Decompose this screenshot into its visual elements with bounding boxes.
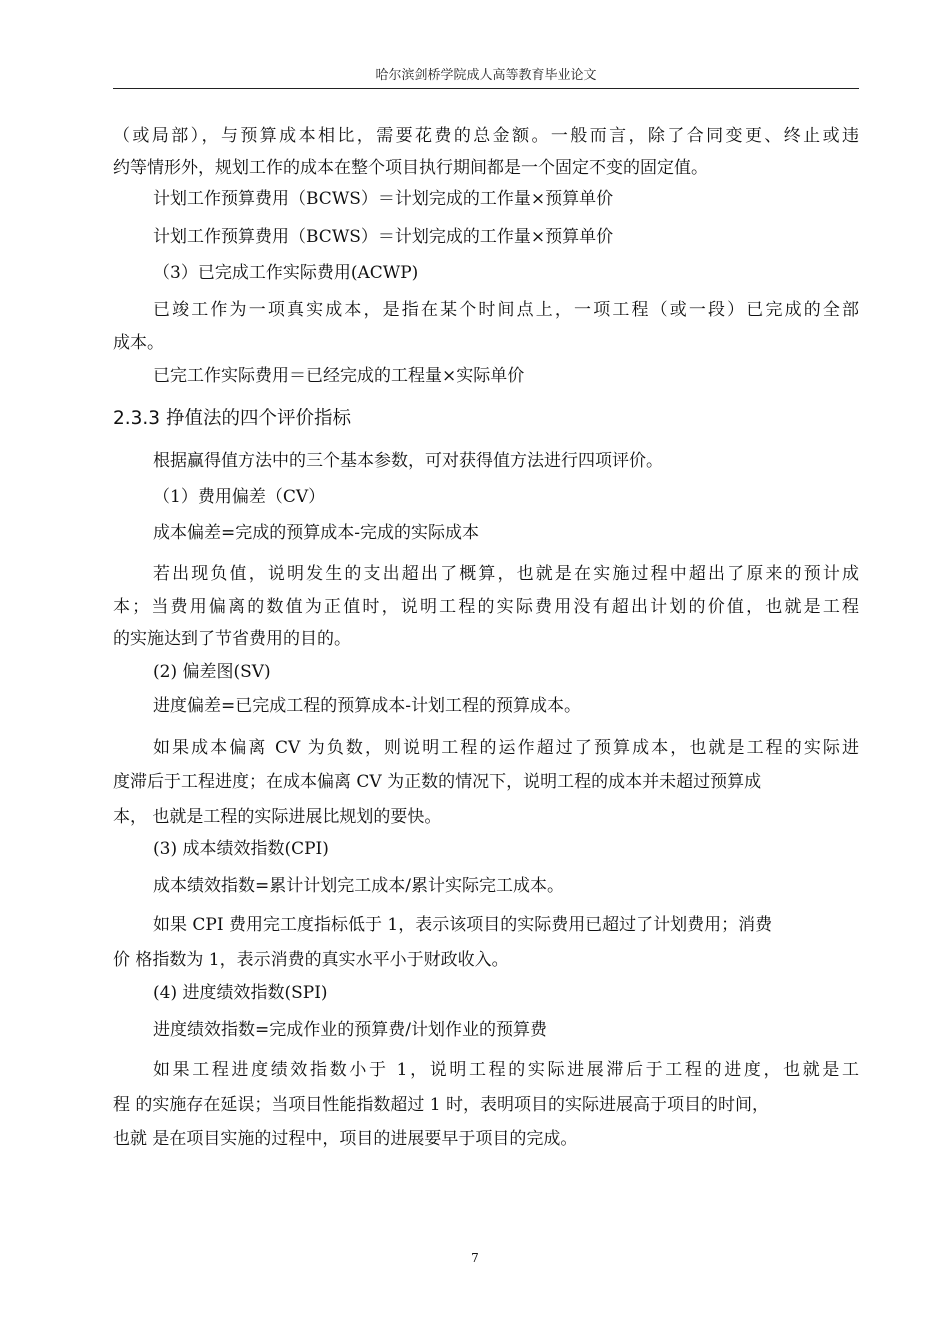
section-heading: 2.3.3 挣值法的四个评价指标 bbox=[113, 408, 351, 429]
text-line: 进度偏差=已完成工程的预算成本-计划工程的预算成本。 bbox=[153, 696, 581, 716]
text-line: 已完工作实际费用＝已经完成的工程量×实际单价 bbox=[153, 366, 525, 386]
text-line: 的实施达到了节省费用的目的。 bbox=[113, 629, 351, 649]
text-line: 计划工作预算费用（BCWS）＝计划完成的工作量×预算单价 bbox=[153, 227, 614, 247]
header-title: 哈尔滨剑桥学院成人高等教育毕业论文 bbox=[375, 68, 597, 83]
page-number: 7 bbox=[471, 1251, 479, 1265]
text-line: 本， 也就是工程的实际进展比规划的要快。 bbox=[113, 807, 442, 827]
text-line: 若出现负值，说明发生的支出超出了概算，也就是在实施过程中超出了原来的预计成 bbox=[153, 564, 859, 584]
text-line: 约等情形外，规划工作的成本在整个项目执行期间都是一个固定不变的固定值。 bbox=[113, 158, 708, 178]
text-line: 如果成本偏离 CV 为负数，则说明工程的运作超过了预算成本，也就是工程的实际进 bbox=[153, 738, 859, 758]
text-line: (2) 偏差图(SV) bbox=[153, 662, 271, 682]
text-line: 也就 是在项目实施的过程中，项目的进展要早于项目的完成。 bbox=[113, 1129, 578, 1149]
text-line: (3) 成本绩效指数(CPI) bbox=[153, 839, 329, 859]
text-line: （1）费用偏差（CV） bbox=[153, 487, 326, 507]
text-line: 如果工程进度绩效指数小于 1，说明工程的实际进展滞后于工程的进度，也就是工 bbox=[153, 1060, 859, 1080]
text-line: 度滞后于工程进度；在成本偏离 CV 为正数的情况下，说明工程的成本并未超过预算成 bbox=[113, 772, 762, 792]
text-line: (4) 进度绩效指数(SPI) bbox=[153, 983, 328, 1003]
header-divider bbox=[113, 88, 859, 89]
text-line: 本；当费用偏离的数值为正值时，说明工程的实际费用没有超出计划的价值，也就是工程 bbox=[113, 597, 859, 617]
text-line: 计划工作预算费用（BCWS）＝计划完成的工作量×预算单价 bbox=[153, 189, 614, 209]
text-line: 已竣工作为一项真实成本，是指在某个时间点上，一项工程（或一段）已完成的全部 bbox=[153, 300, 859, 320]
text-line: 成本。 bbox=[113, 333, 164, 353]
text-line: 价 格指数为 1，表示消费的真实水平小于财政收入。 bbox=[113, 950, 509, 970]
text-line: 如果 CPI 费用完工度指标低于 1，表示该项目的实际费用已超过了计划费用；消费 bbox=[153, 915, 773, 935]
text-line: 程 的实施存在延误；当项目性能指数超过 1 时，表明项目的实际进展高于项目的时间， bbox=[113, 1095, 770, 1115]
text-line: （或局部），与预算成本相比，需要花费的总金额。一般而言，除了合同变更、终止或违 bbox=[113, 126, 859, 146]
text-line: 成本偏差=完成的预算成本-完成的实际成本 bbox=[153, 523, 479, 543]
text-line: 根据赢得值方法中的三个基本参数，可对获得值方法进行四项评价。 bbox=[153, 451, 663, 471]
text-line: （3）已完成工作实际费用(ACWP) bbox=[153, 263, 419, 283]
text-line: 进度绩效指数=完成作业的预算费/计划作业的预算费 bbox=[153, 1020, 547, 1040]
text-line: 成本绩效指数=累计计划完工成本/累计实际完工成本。 bbox=[153, 876, 564, 896]
